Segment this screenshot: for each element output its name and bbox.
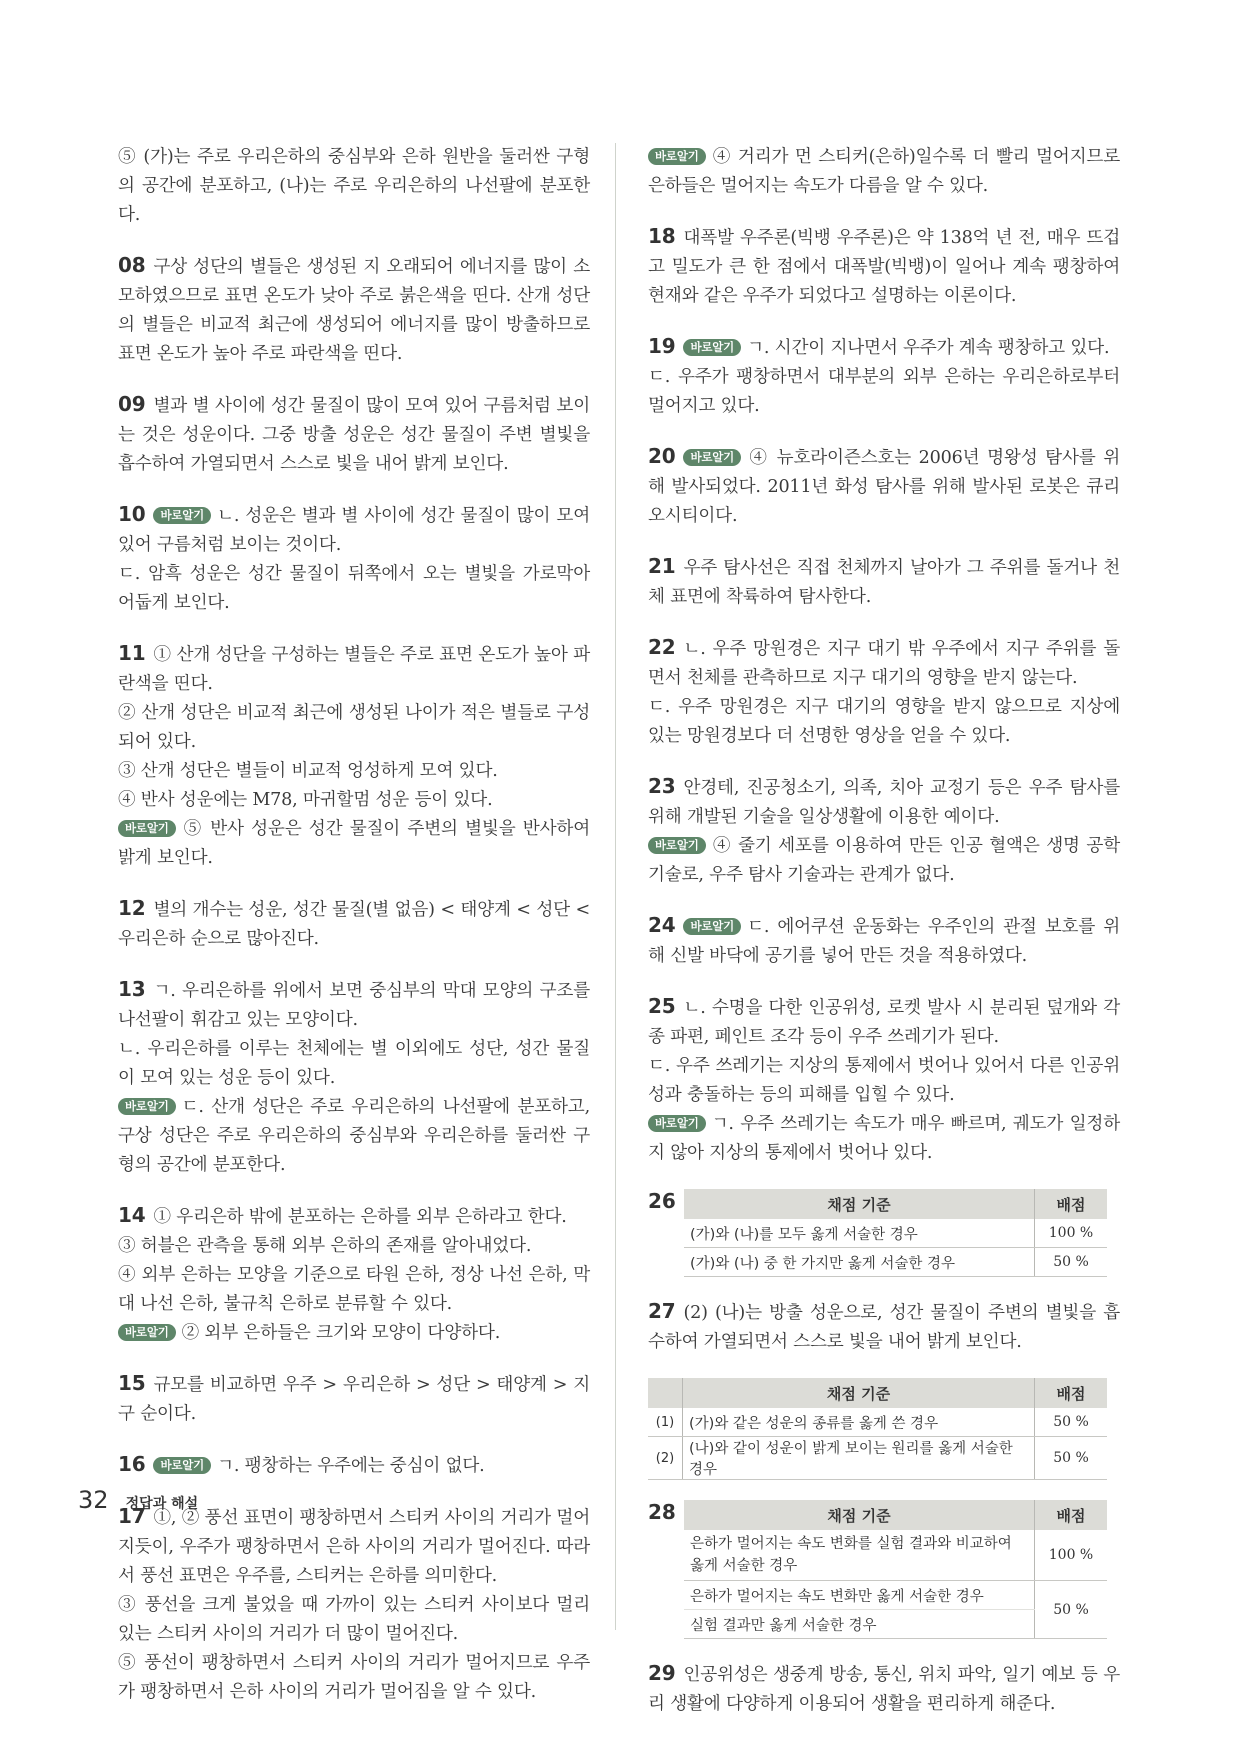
answer-line [118, 1261, 590, 1319]
answer-line [118, 1369, 590, 1429]
answer-line [118, 1591, 590, 1649]
correction-badge: 바로알기 [118, 820, 176, 837]
right-column [648, 143, 1120, 1740]
correction-badge: 바로알기 [648, 1115, 706, 1132]
item-text: ㄷ. 암흑 성운은 성간 물질이 뒤쪽에서 오는 별빛을 가로막아 어둡게 보인다. [118, 564, 590, 613]
item-13 [118, 975, 590, 1180]
correction-badge: 바로알기 [118, 1324, 176, 1341]
answer-line [648, 143, 1120, 201]
scoring-table-27 [648, 1378, 1107, 1480]
item-text: ㄷ. 우주 망원경은 지구 대기의 영향을 받지 않으므로 지상에 있는 망원경보다 더 선명한 영상을 얻을 수 있다. [648, 697, 1120, 746]
answer-line [648, 222, 1120, 311]
item-text: ⑤ 반사 성운은 성간 물질이 주변의 별빛을 반사하여 밝게 보인다. [118, 819, 590, 868]
item-text: ㄱ. 시간이 지나면서 우주가 계속 팽창하고 있다. [747, 338, 1110, 358]
item-25 [648, 992, 1120, 1168]
item-number: 25 [648, 994, 676, 1018]
item-11 [118, 639, 590, 873]
item-text: ㄴ. 성운은 별과 별 사이에 성간 물질이 많이 모여 있어 구름처럼 보이는 것이다. [118, 506, 590, 555]
answer-line [648, 332, 1120, 363]
answer-line [118, 1035, 590, 1093]
item-text: ③ 산개 성단은 별들이 비교적 엉성하게 모여 있다. [118, 761, 498, 781]
correction-badge: 바로알기 [153, 507, 211, 524]
item-number: 09 [118, 392, 146, 416]
item-number: 11 [118, 641, 146, 665]
row-number: (1) [648, 1408, 683, 1437]
item-20 [648, 442, 1120, 531]
item-number: 29 [648, 1661, 676, 1685]
item-27 [648, 1297, 1120, 1357]
item-number: 21 [648, 554, 676, 578]
answer-line [648, 363, 1120, 421]
correction-badge: 바로알기 [683, 918, 741, 935]
item-text: ④ 외부 은하는 모양을 기준으로 타원 은하, 정상 나선 은하, 막대 나선 은하, 불규칙 은하로 분류할 수 있다. [118, 1265, 590, 1314]
criteria-header: 채점 기준 [683, 1378, 1035, 1408]
criteria-cell: (나)와 같이 성운이 밝게 보이는 원리를 옳게 서술한 경우 [683, 1437, 1035, 1480]
item-continuation [648, 143, 1120, 201]
item-number: 10 [118, 502, 146, 526]
answer-line [118, 894, 590, 954]
table-row [684, 1219, 1107, 1248]
right-items [648, 143, 1120, 1168]
answer-line [118, 757, 590, 786]
item-number: 08 [118, 253, 146, 277]
answer-line [118, 560, 590, 618]
answer-line [118, 975, 590, 1035]
item-text: 인공위성은 생중계 방송, 통신, 위치 파악, 일기 예보 등 우리 생활에 다양하게 이용되어 생활을 편리하게 해준다. [648, 1665, 1120, 1714]
answer-line [648, 832, 1120, 890]
item-number: 16 [118, 1452, 146, 1476]
item-22 [648, 633, 1120, 751]
table-row [648, 1408, 1107, 1437]
item-14 [118, 1201, 590, 1348]
item-text: 대폭발 우주론(빅뱅 우주론)은 약 138억 년 전, 매우 뜨겁고 밀도가 큰 한 점에서 대폭발(빅뱅)이 일어나 계속 팽창하여 현재와 같은 우주가 되었다고 설명하는 이론이다. [648, 228, 1120, 306]
item-text: ② 산개 성단은 비교적 최근에 생성된 나이가 적은 별들로 구성되어 있다. [118, 703, 590, 752]
answer-line [648, 693, 1120, 751]
correction-badge: 바로알기 [153, 1457, 211, 1474]
item-text: ㄷ. 에어쿠션 운동화는 우주인의 관절 보호를 위해 신발 바닥에 공기를 넣어 만든 것을 적용하였다. [648, 917, 1120, 966]
item-17 [118, 1502, 590, 1707]
item-09 [118, 390, 590, 479]
correction-badge: 바로알기 [648, 148, 706, 165]
item-number: 28 [648, 1500, 676, 1524]
answer-line [118, 143, 590, 230]
score-cell: 50 % [1035, 1581, 1108, 1639]
row-number: (2) [648, 1437, 683, 1480]
score-cell: 100 % [1035, 1219, 1108, 1248]
item-number: 22 [648, 635, 676, 659]
score-header: 배점 [1035, 1500, 1108, 1530]
item-text: ③ 허블은 관측을 통해 외부 은하의 존재를 알아내었다. [118, 1236, 532, 1256]
answer-line [118, 1232, 590, 1261]
item-text: ⑤ 풍선이 팽창하면서 스티커 사이의 거리가 멀어지므로 우주가 팽창하면서 은하 사이의 거리가 멀어짐을 알 수 있다. [118, 1653, 590, 1702]
criteria-cell: 실험 결과만 옳게 서술한 경우 [684, 1610, 1035, 1639]
criteria-cell: (가)와 (나) 중 한 가지만 옳게 서술한 경우 [684, 1248, 1035, 1277]
item-number: 14 [118, 1203, 146, 1227]
item-text: ㄱ. 우리은하를 위에서 보면 중심부의 막대 모양의 구조를 나선팔이 휘감고 있는 모양이다. [118, 981, 590, 1030]
answer-line [118, 639, 590, 699]
item-number: 18 [648, 224, 676, 248]
criteria-cell: (가)와 (나)를 모두 옳게 서술한 경우 [684, 1219, 1035, 1248]
correction-badge: 바로알기 [683, 449, 741, 466]
scoring-table-28 [684, 1500, 1107, 1639]
item-21 [648, 552, 1120, 612]
score-cell: 100 % [1035, 1530, 1108, 1581]
item-text: ㄴ. 우리은하를 이루는 천체에는 별 이외에도 성단, 성간 물질이 모여 있는 성운 등이 있다. [118, 1039, 590, 1088]
item-08 [118, 251, 590, 369]
item-text: 구상 성단의 별들은 생성된 지 오래되어 에너지를 많이 소모하였으므로 표면 온도가 낮아 주로 붉은색을 띤다. 산개 성단의 별들은 비교적 최근에 생성되어 에너지를 많이 방출하므로 표면 온도가 높아 주로 파란색을 띤다. [118, 257, 590, 364]
answer-line [118, 1649, 590, 1707]
answer-line [118, 500, 590, 560]
answer-line [648, 911, 1120, 971]
answer-line [648, 1052, 1120, 1110]
score-cell: 50 % [1035, 1437, 1108, 1480]
item-28 [648, 1500, 1120, 1639]
item-text: ④ 반사 성운에는 M78, 마귀할멈 성운 등이 있다. [118, 790, 493, 810]
score-header: 배점 [1035, 1189, 1108, 1219]
answer-line [648, 633, 1120, 693]
answer-line [118, 1201, 590, 1232]
item-12 [118, 894, 590, 954]
footer-label: 정답과 해설 [125, 1496, 199, 1512]
item-16 [118, 1450, 590, 1481]
item-text: ㄷ. 우주가 팽창하면서 대부분의 외부 은하는 우리은하로부터 멀어지고 있다. [648, 367, 1120, 416]
item-text: ㄴ. 수명을 다한 인공위성, 로켓 발사 시 분리된 덮개와 각종 파편, 페인트 조각 등이 우주 쓰레기가 된다. [648, 998, 1120, 1047]
item-text: ⑤ (가)는 주로 우리은하의 중심부와 은하 원반을 둘러싼 구형의 공간에 분포하고, (나)는 주로 우리은하의 나선팔에 분포한다. [118, 147, 590, 225]
item-text: ① 산개 성단을 구성하는 별들은 주로 표면 온도가 높아 파란색을 띤다. [118, 645, 590, 694]
item-text: 우주 탐사선은 직접 천체까지 날아가 그 주위를 돌거나 천체 표면에 착륙하여 탐사한다. [648, 558, 1120, 607]
criteria-header: 채점 기준 [684, 1189, 1035, 1219]
item-text: 규모를 비교하면 우주 > 우리은하 > 성단 > 태양계 > 지구 순이다. [118, 1375, 590, 1424]
item-number: 27 [648, 1299, 676, 1323]
answer-line [118, 251, 590, 369]
item-29 [648, 1659, 1120, 1719]
item-text: 안경테, 진공청소기, 의족, 치아 교정기 등은 우주 탐사를 위해 개발된 기술을 일상생활에 이용한 예이다. [648, 778, 1120, 827]
answer-line [118, 1319, 590, 1348]
item-10 [118, 500, 590, 618]
criteria-cell: (가)와 같은 성운의 종류를 옳게 쓴 경우 [683, 1408, 1035, 1437]
item-text: ① 우리은하 밖에 분포하는 은하를 외부 은하라고 한다. [153, 1207, 567, 1227]
score-cell: 50 % [1035, 1408, 1108, 1437]
item-number: 17 [118, 1504, 146, 1528]
criteria-cell: 은하가 멀어지는 속도 변화를 실험 결과와 비교하여 옳게 서술한 경우 [684, 1530, 1035, 1581]
answer-line [648, 442, 1120, 531]
answer-line [118, 699, 590, 757]
item-text: ③ 풍선을 크게 불었을 때 가까이 있는 스티커 사이보다 멀리 있는 스티커 사이의 거리가 더 많이 멀어진다. [118, 1595, 590, 1644]
scoring-table-26 [684, 1189, 1107, 1277]
item-number: 12 [118, 896, 146, 920]
column-divider [615, 143, 616, 1630]
item-text: ② 외부 은하들은 크기와 모양이 다양하다. [181, 1323, 501, 1343]
table-row [684, 1581, 1107, 1610]
correction-badge: 바로알기 [648, 837, 706, 854]
item-number: 15 [118, 1371, 146, 1395]
answer-line [118, 1093, 590, 1180]
correction-badge: 바로알기 [118, 1098, 176, 1115]
answer-line [648, 772, 1120, 832]
criteria-header: 채점 기준 [684, 1500, 1035, 1530]
item-23 [648, 772, 1120, 890]
answer-line [118, 1450, 590, 1481]
item-number: 20 [648, 444, 676, 468]
item-text: ④ 뉴호라이즌스호는 2006년 명왕성 탐사를 위해 발사되었다. 2011년 화성 탐사를 위해 발사된 로봇은 큐리오시티이다. [648, 448, 1120, 526]
answer-line [648, 552, 1120, 612]
item-number: 19 [648, 334, 676, 358]
score-cell: 50 % [1035, 1248, 1108, 1277]
item-continuation [118, 143, 590, 230]
item-19 [648, 332, 1120, 421]
table-row [684, 1248, 1107, 1277]
item-text: 별의 개수는 성운, 성간 물질(별 없음) < 태양계 < 성단 < 우리은하 순으로 많아진다. [118, 900, 590, 949]
item-text: (2) (나)는 방출 성운으로, 성간 물질이 주변의 별빛을 흡수하여 가열되면서 스스로 빛을 내어 밝게 보인다. [648, 1303, 1120, 1352]
item-text: ㄷ. 우주 쓰레기는 지상의 통제에서 벗어나 있어서 다른 인공위성과 충돌하는 등의 피해를 입힐 수 있다. [648, 1056, 1120, 1105]
item-number: 23 [648, 774, 676, 798]
item-text: ①, ② 풍선 표면이 팽창하면서 스티커 사이의 거리가 멀어지듯이, 우주가 팽창하면서 은하 사이의 거리가 멀어진다. 따라서 풍선 표면은 우주를, 스티커는 은하를 의미한다. [118, 1508, 590, 1586]
item-24 [648, 911, 1120, 971]
item-number: 24 [648, 913, 676, 937]
criteria-cell: 은하가 멀어지는 속도 변화만 옳게 서술한 경우 [684, 1581, 1035, 1610]
item-number: 26 [648, 1189, 676, 1213]
answer-line [648, 1110, 1120, 1168]
item-text: ㄱ. 팽창하는 우주에는 중심이 없다. [217, 1456, 485, 1476]
page-footer [78, 1486, 198, 1514]
answer-line [118, 1502, 590, 1591]
correction-badge: 바로알기 [683, 339, 741, 356]
answer-line [648, 992, 1120, 1052]
item-number: 13 [118, 977, 146, 1001]
item-text: ㄷ. 산개 성단은 주로 우리은하의 나선팔에 분포하고, 구상 성단은 주로 우리은하의 중심부와 우리은하를 둘러싼 구형의 공간에 분포한다. [118, 1097, 590, 1175]
item-15 [118, 1369, 590, 1429]
item-text: ㄱ. 우주 쓰레기는 속도가 매우 빠르며, 궤도가 일정하지 않아 지상의 통제에서 벗어나 있다. [648, 1114, 1120, 1163]
item-text: 별과 별 사이에 성간 물질이 많이 모여 있어 구름처럼 보이는 것은 성운이다. 그중 방출 성운은 성간 물질이 주변 별빛을 흡수하여 가열되면서 스스로 빛을 내어 밝게 보인다. [118, 396, 590, 474]
table-row [648, 1437, 1107, 1480]
item-18 [648, 222, 1120, 311]
table-row [684, 1530, 1107, 1581]
item-27-table [648, 1378, 1120, 1480]
item-26 [648, 1189, 1120, 1277]
item-text: ㄴ. 우주 망원경은 지구 대기 밖 우주에서 지구 주위를 돌면서 천체를 관측하므로 지구 대기의 영향을 받지 않는다. [648, 639, 1120, 688]
answer-line [118, 786, 590, 815]
item-text: ④ 거리가 먼 스티커(은하)일수록 더 빨리 멀어지므로 은하들은 멀어지는 속도가 다름을 알 수 있다. [648, 147, 1120, 196]
answer-line [118, 390, 590, 479]
item-text: ④ 줄기 세포를 이용하여 만든 인공 혈액은 생명 공학 기술로, 우주 탐사 기술과는 관계가 없다. [648, 836, 1120, 885]
page-number: 32 [78, 1486, 109, 1514]
answer-line [118, 815, 590, 873]
score-header: 배점 [1035, 1378, 1108, 1408]
